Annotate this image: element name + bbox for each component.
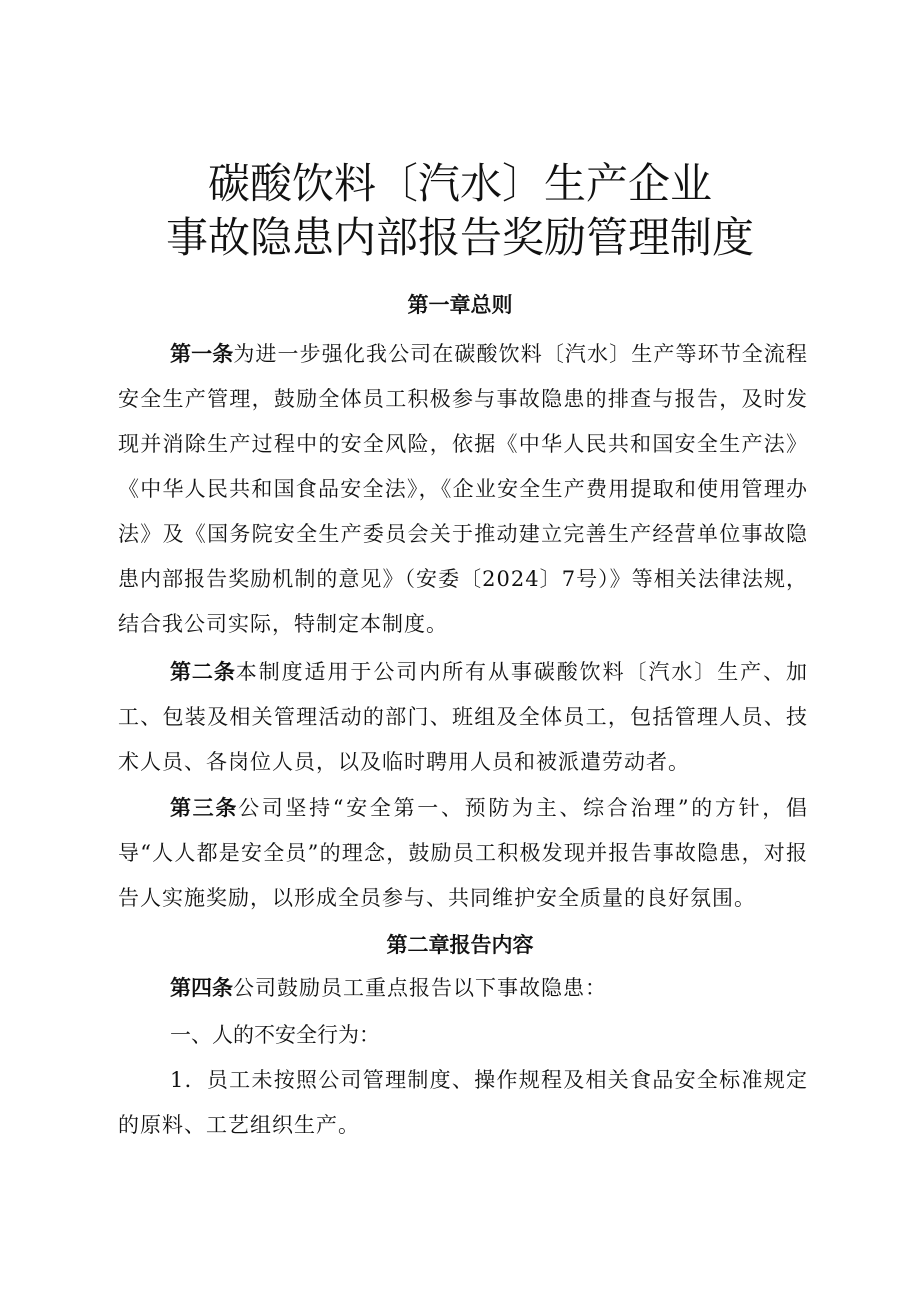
article-2 xyxy=(118,650,808,785)
article-1 xyxy=(118,332,808,647)
article-3-text: 公司坚持“安全第一、预防为主、综合治理”的方针，倡导“人人都是安全员”的理念，鼓励员工积极发现并报告事故隐患，对报告人实施奖励，以形成全员参与、共同维护安全质量的良好氛围。 xyxy=(118,796,808,910)
article-4-heading: 第四条 xyxy=(170,976,233,1000)
list-item-1-number: 1． xyxy=(170,1068,207,1092)
section-heading-1-text: 一、人的不安全行为： xyxy=(170,1023,380,1047)
article-2-text: 本制度适用于公司内所有从事碳酸饮料〔汽水〕生产、加工、包装及相关管理活动的部门、班组及全体员工，包括管理人员、技术人员、各岗位人员，以及临时聘用人员和被派遣劳动者。 xyxy=(118,660,809,774)
chapter-heading-2: 第二章报告内容 xyxy=(386,933,534,957)
article-1-text: 为进一步强化我公司在碳酸饮料〔汽水〕生产等环节全流程安全生产管理，鼓励全体员工积极参与事故隐患的排查与报告，及时发现并消除生产过程中的安全风险，依据《中华人民共和国安全生产法》《中华人民共和国食品安全法》，《企业安全生产费用提取和使用管理办法》及《国务院安全生产委员会关于推动建立完善生产经营单位事故隐患内部报告奖励机制的意见》（安委〔2024〕7号）》等相关法律法规，结合我公司实际，特制定本制度。 xyxy=(118,342,809,636)
article-1-heading: 第一条 xyxy=(170,342,234,366)
article-3-heading: 第三条 xyxy=(170,796,239,820)
article-3 xyxy=(118,786,808,921)
document-title-line-2: 事故隐患内部报告奖励管理制度 xyxy=(165,213,754,262)
section-heading-1 xyxy=(118,1013,808,1058)
article-4 xyxy=(118,966,808,1011)
document-title-line-1: 碳酸饮料〔汽水〕生产企业 xyxy=(207,159,712,208)
chapter-heading-1: 第一章总则 xyxy=(407,293,513,317)
article-2-heading: 第二条 xyxy=(170,660,236,684)
list-item-1 xyxy=(118,1058,808,1148)
list-item-1-text: 员工未按照公司管理制度、操作规程及相关食品安全标准规定的原料、工艺组织生产。 xyxy=(118,1068,808,1137)
article-4-text: 公司鼓励员工重点报告以下事故隐患： xyxy=(233,976,607,1000)
